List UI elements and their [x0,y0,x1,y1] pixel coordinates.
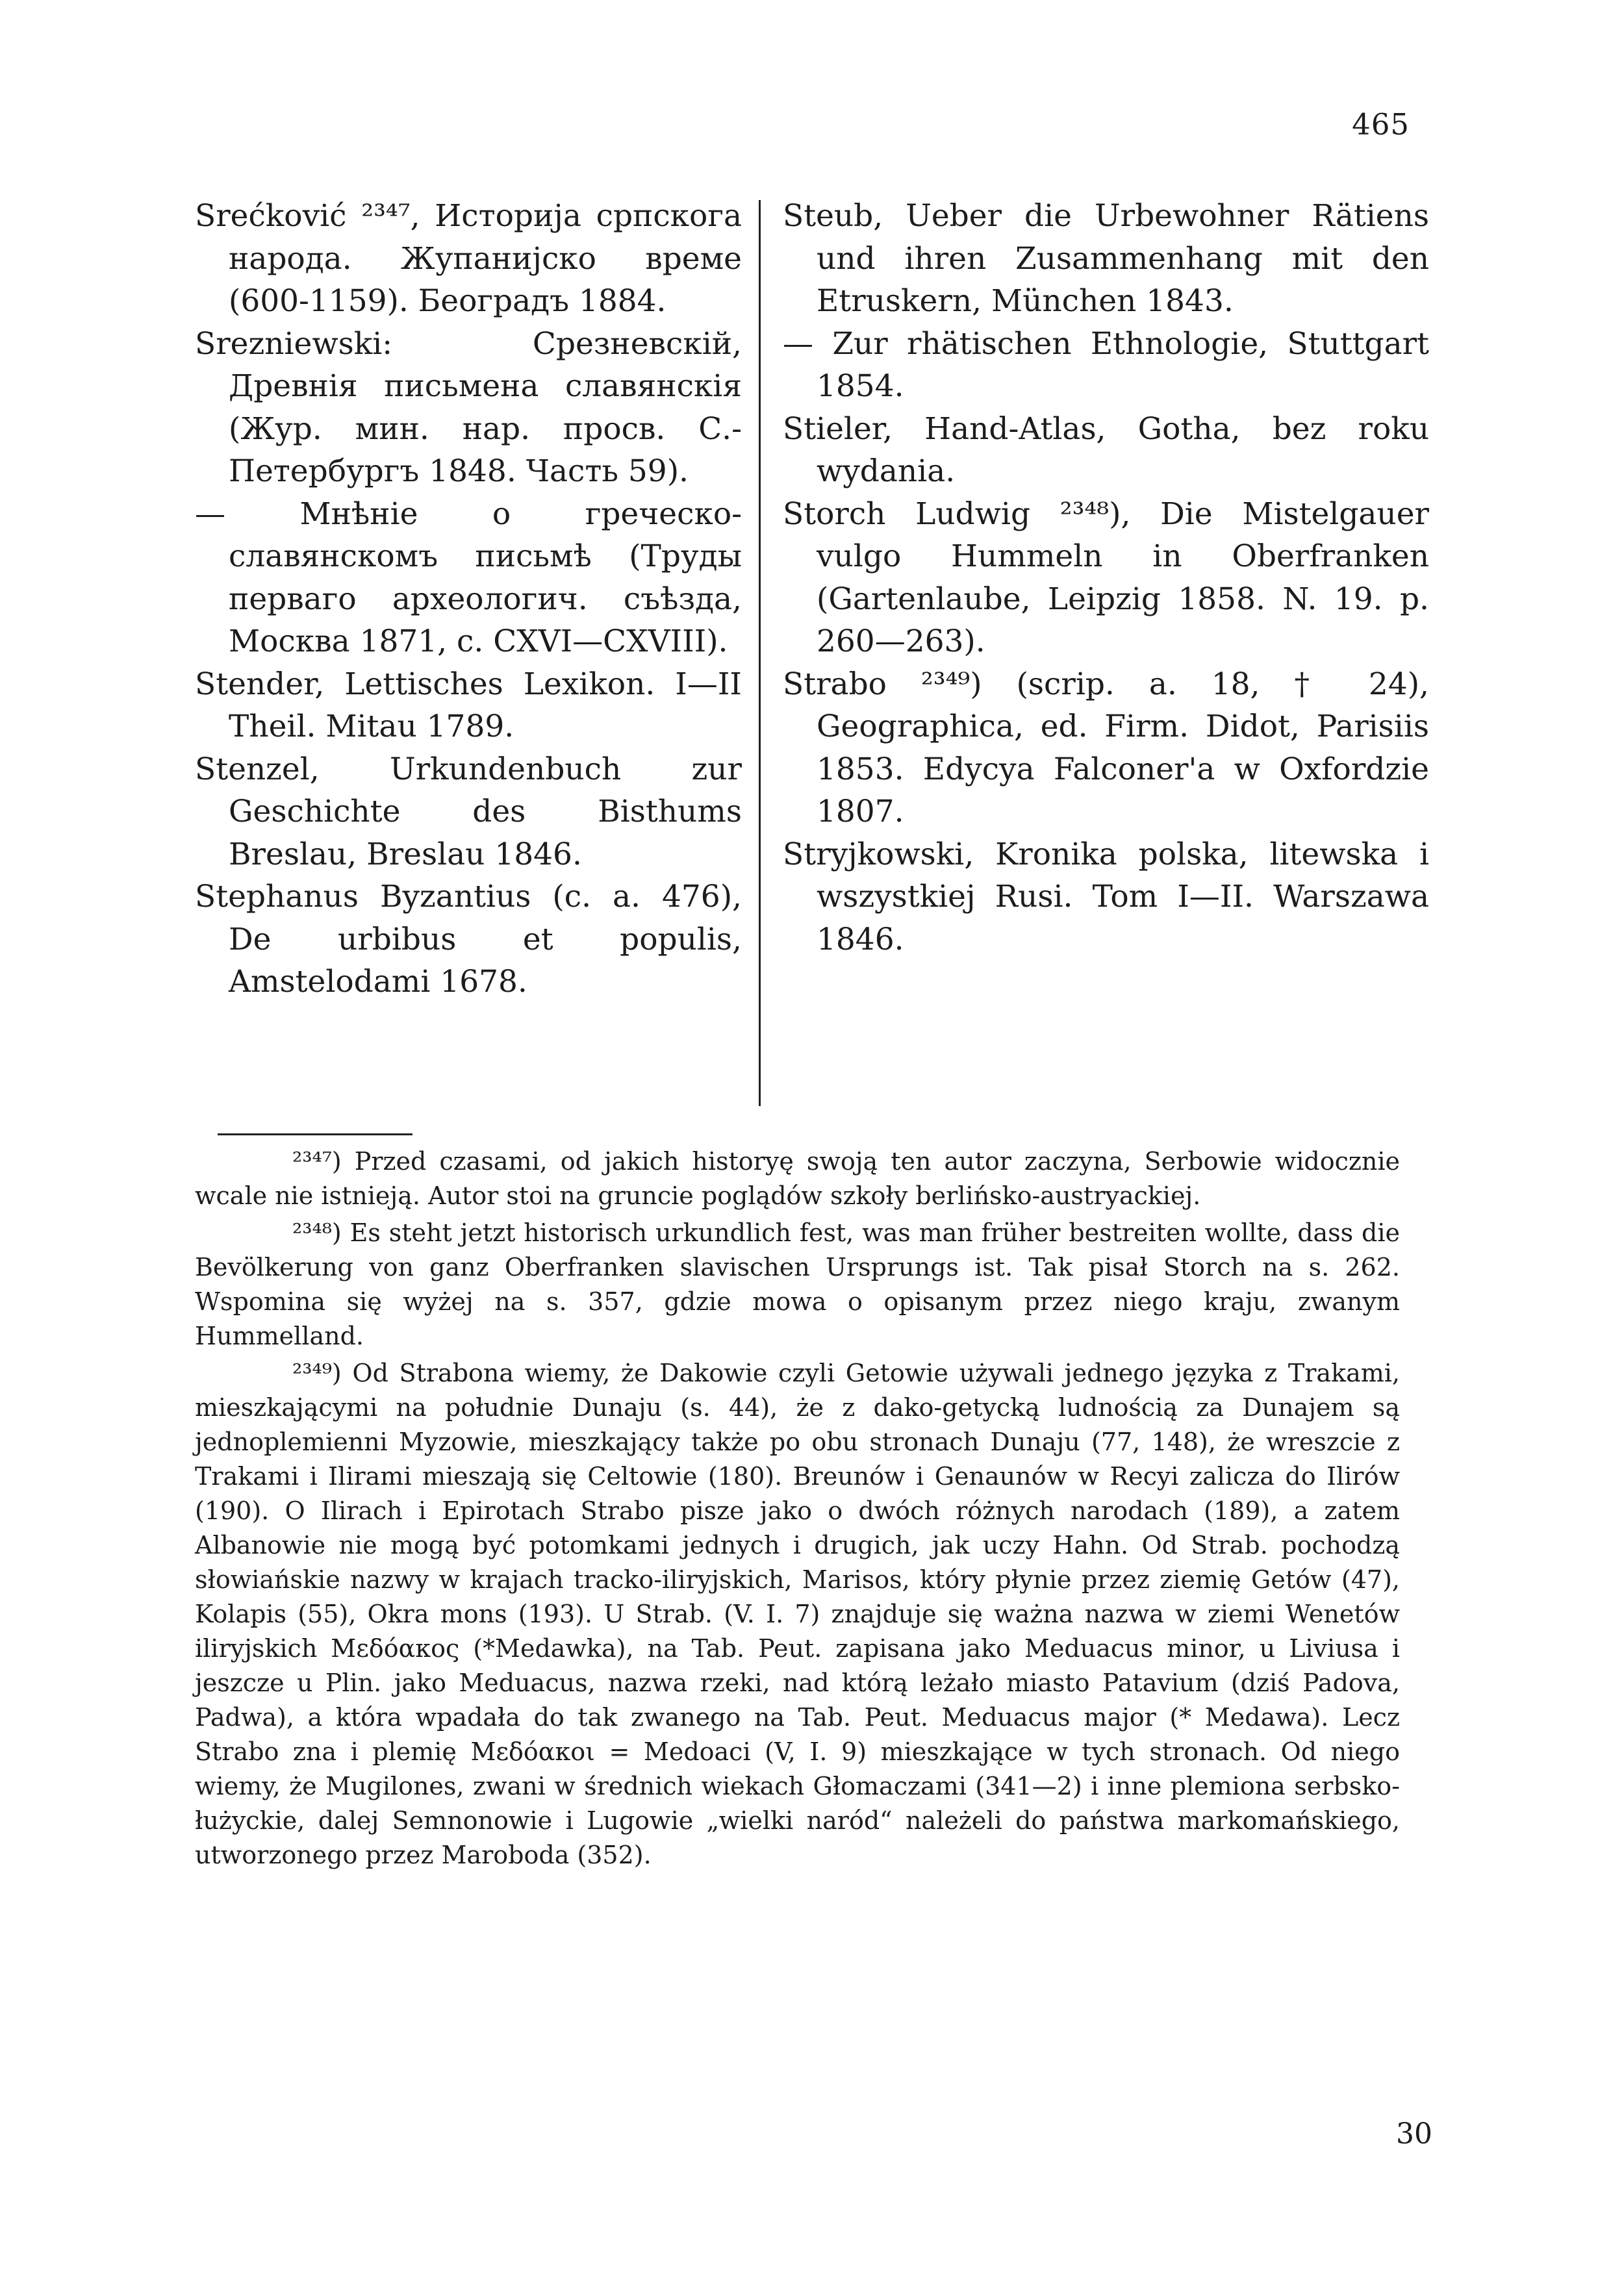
bibliography-entry: Storch Ludwig ²³⁴⁸), Die Mistelgauer vulgo Hummeln in Oberfranken (Gartenlaube, Leipzig 1858. N. 19. p. 260—263). [783,496,1429,659]
bibliography-entry: Srećković ²³⁴⁷, Историја српскога народа. Жупанијско време (600-1159). Београдъ 1884. [195,198,742,319]
bibliography-entry: — Мнѣніе о греческо-славянскомъ письмѣ (Труды перваго археологич. съѣзда, Москва 1871, с. CXVI—CXVIII). [195,496,742,659]
page-number: 465 [1352,107,1410,142]
bibliography-entry: Stryjkowski, Kronika polska, litewska i wszystkiej Rusi. Tom I—II. Warszawa 1846. [783,836,1429,957]
bibliography-entry: Srezniewski: Срезневскій, Древнія письмена славянскія (Жур. мин. нар. просв. С.-Петербургъ 1848. Часть 59). [195,325,742,489]
right-column [783,195,1429,961]
printer-signature: 30 [1396,2117,1432,2151]
bibliography-entry: Stender, Lettisches Lexikon. I—II Theil. Mitau 1789. [195,666,742,744]
bibliography-entry: Stephanus Byzantius (c. a. 476), De urbibus et populis, Amstelodami 1678. [195,879,742,1000]
column-divider [759,200,761,1106]
footnote-2348: ²³⁴⁸) Es steht jetzt historisch urkundlich fest, was man früher bestreiten wollte, dass die Bevölkerung von ganz Oberfranken slavischen Ursprungs ist. Tak pisał Storch na s. 262. Wspomina się wyżej na s. 357, gdzie mowa o opisanym przez niego kraju, zwanym Hummelland. [195,1218,1400,1350]
bibliography-entry: Stenzel, Urkundenbuch zur Geschichte des Bisthums Breslau, Breslau 1846. [195,751,742,872]
bibliography-entry: Stieler, Hand-Atlas, Gotha, bez roku wydania. [783,410,1429,489]
bibliography-entry: Steub, Ueber die Urbewohner Rätiens und ihren Zusammenhang mit den Etruskern, München 1843. [783,198,1429,319]
footnote-2347: ²³⁴⁷) Przed czasami, od jakich historyę swoją ten autor zaczyna, Serbowie widocznie wcale nie istnieją. Autor stoi na gruncie poglądów szkoły berlińsko-austryackiej. [195,1147,1400,1210]
bibliography-entry: — Zur rhätischen Ethnologie, Stuttgart 1854. [783,325,1429,404]
footnote-separator [218,1133,412,1135]
footnotes [195,1144,1400,1873]
footnote-2349: ²³⁴⁹) Od Strabona wiemy, że Dakowie czyli Getowie używali jednego języka z Trakami, mieszkającymi na południe Dunaju (s. 44), że z dako-getycką ludnością za Dunajem są jednoplemienni Myzowie, mieszkający także po obu stronach Dunaju (77, 148), że wreszcie z Trakami i Ilirami mieszają się Celtowie (180). Breunów i Genaunów w Recyi zalicza do Ilirów (190). O Ilirach i Epirotach Strabo pisze jako o dwóch różnych narodach (189), a zatem Albanowie nie mogą być potomkami jednych i drugich, jak uczy Hahn. Od Strab. pochodzą słowiańskie nazwy w krajach tracko-iliryjskich, Marisos, który płynie przez ziemię Getów (47), Kolapis (55), Okra mons (193). U Strab. (V. I. 7) znajduje się ważna nazwa w ziemi Wenetów iliryjskich Μεδόακος (*Medawka), na Tab. Peut. zapisana jako Meduacus minor, u Liviusa i jeszcze u Plin. jako Meduacus, nazwa rzeki, nad którą leżało miasto Patavium (dziś Padova, Padwa), a która wpadała do tak zwanego na Tab. Peut. Meduacus major (* Medawa). Lecz Strabo zna i plemię Μεδόακοι = Medoaci (V, I. 9) mieszkające w tych stronach. Od niego wiemy, że Mugilones, zwani w średnich wiekach Głomaczami (341—2) i inne plemiona serbsko-łużyckie, dalej Semnonowie i Lugowie „wielki naród“ należeli do państwa markomańskiego, utworzonego przez Maroboda (352). [195,1359,1400,1869]
bibliography-columns [195,195,1429,1111]
bibliography-entry: Strabo ²³⁴⁹) (scrip. a. 18, † 24), Geographica, ed. Firm. Didot, Parisiis 1853. Edycya Falconer'a w Oxfordzie 1807. [783,666,1429,829]
left-column [195,195,742,1003]
